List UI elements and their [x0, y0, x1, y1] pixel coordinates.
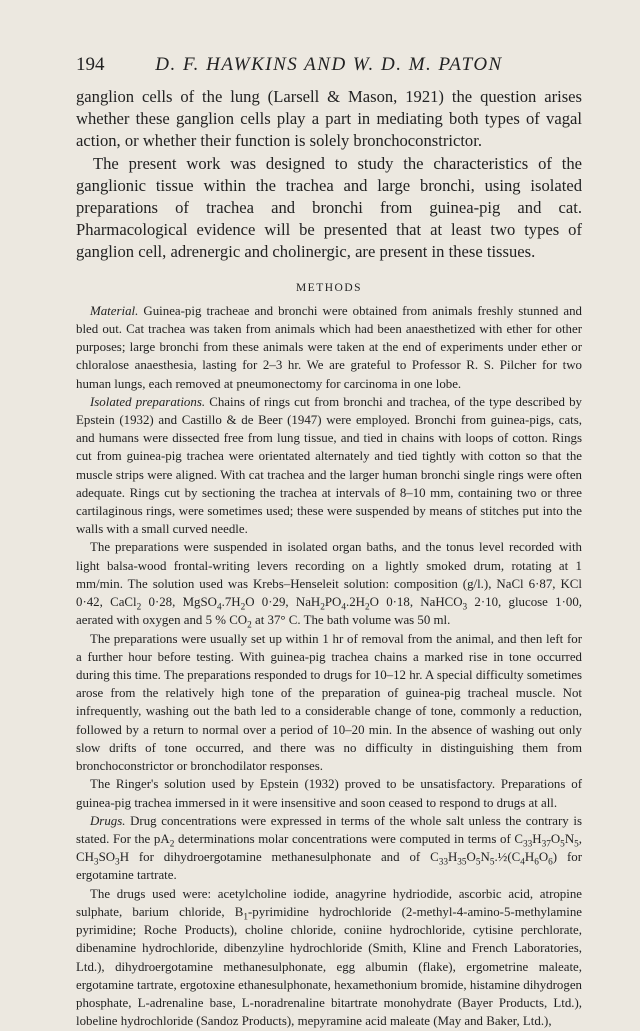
- drugs-text: H: [524, 850, 535, 865]
- subscript: 5: [560, 839, 565, 850]
- drugs-text: O: [550, 831, 561, 846]
- paragraph-isolated-preparations: [76, 393, 582, 539]
- isolated-text: Chains of rings cut from bronchi and trachea, of the type described by Epstein (1932) and Castillo & de Beer (1947) were employed. Bronchi from guinea-pigs, cats, and humans were dissected free from lung tissue, and tied in chains with loops of cotton. Rings cut from guinea-pig trachea were orientated alternately and tied tightly with cotton so that the muscle strips were aligned. With cat trachea and the larger human bronchi single rings were often adequate. Rings cut by sectioning the trachea at intervals of 8–10 mm, containing two or three cartilaginous rings, were sometimes used; these were suspended by means of stitches put into the walls with a small curved needle.: [76, 394, 582, 537]
- run-in-heading-material: Material.: [90, 303, 139, 318]
- drugs-used-text: The drugs used were: acetylcholine iodide, anagyrine hydriodide, ascorbic acid, atropine sulphate, barium chloride, B: [76, 886, 582, 919]
- drugs-text: N: [480, 850, 490, 865]
- drugs-text: N: [564, 831, 575, 846]
- material-text: Guinea-pig tracheae and bronchi were obtained from animals freshly stunned and bled out. Cat trachea was taken from animals which had been anaesthetized with ether for other purposes; large bronchi from these animals were taken at the end of experiments under ether or chloralose anaesthesia, lasting for 2–3 hr. We are grateful to Professor R. S. Pilcher for two human lungs, each removed at pneumonectomy for carcinoma in one lobe.: [76, 303, 582, 391]
- subscript: 2: [169, 839, 175, 850]
- subscript: 5: [489, 857, 495, 868]
- subscript: 4: [341, 602, 347, 613]
- bath-text: 0·28, MgSO: [141, 595, 217, 610]
- drugs-text: , CH: [76, 831, 582, 865]
- drugs-text: .½(C: [494, 850, 521, 865]
- paragraph-drugs: [76, 812, 582, 885]
- run-in-heading-drugs: Drugs.: [90, 813, 126, 828]
- subscript: 6: [534, 857, 539, 868]
- subscript: 4: [216, 602, 222, 613]
- section-heading-methods: METHODS: [295, 281, 363, 294]
- subscript: 33: [438, 857, 448, 868]
- subscript: 2: [247, 620, 252, 631]
- page-body: [76, 86, 582, 1030]
- subscript: 2: [240, 602, 246, 613]
- paragraph-drugs-used: [76, 885, 582, 1031]
- drugs-text: determinations molar concentrations were computed in terms of C: [174, 831, 524, 846]
- bath-text: PO: [324, 595, 342, 610]
- subscript: 3: [115, 857, 120, 868]
- paragraph-ringer: The Ringer's solution used by Epstein (1932) proved to be unsatisfactory. Preparations of guinea-pig trachea immersed in it were insensitive and soon ceased to respond to drugs at all.: [76, 777, 582, 810]
- drugs-text: H for dihydroergotamine methanesulphonate and of C: [119, 850, 439, 865]
- subscript: 33: [523, 839, 533, 850]
- methods-section: [76, 302, 582, 1031]
- bath-text: .2H: [346, 595, 365, 610]
- subscript: 2: [365, 602, 370, 613]
- subscript: 2: [320, 602, 325, 613]
- subscript: 5: [475, 857, 481, 868]
- drugs-text: ) for ergotamine tartrate.: [76, 850, 582, 883]
- bath-text: O 0·18, NaHCO: [369, 595, 463, 610]
- subscript: 1: [243, 912, 249, 923]
- paragraph-material: [76, 302, 582, 393]
- running-head: D. F. HAWKINS AND W. D. M. PATON: [155, 54, 503, 75]
- introduction: [76, 86, 582, 264]
- page-number: 194: [76, 54, 105, 75]
- subscript: 37: [541, 839, 551, 850]
- intro-paragraph-2: The present work was designed to study the characteristics of the ganglionic tissue within the trachea and large bronchi, using isolated preparations of trachea and bronchi from guinea-pig and cat. Pharmacological evidence will be presented that at least two types of ganglion cell, adrenergic and cholinergic, are present in these tissues.: [76, 153, 582, 262]
- subscript: 5: [574, 839, 579, 850]
- bath-text: O 0·29, NaH: [245, 595, 321, 610]
- drugs-text: O: [538, 850, 549, 865]
- subscript: 2: [136, 602, 142, 613]
- drugs-text: O: [466, 850, 476, 865]
- intro-paragraph-1: ganglion cells of the lung (Larsell & Mason, 1921) the question arises whether these ganglion cells play a part in mediating both types of vagal action, or whether their function is solely bronchoconstrictor.: [76, 87, 582, 151]
- run-in-heading-isolated: Isolated preparations.: [90, 394, 206, 409]
- subscript: 4: [520, 857, 525, 868]
- bath-text: 2·10, glucose 1·00, aerated with oxygen and 5 % CO: [76, 595, 583, 628]
- page-header: [76, 54, 582, 78]
- paragraph-bath: [76, 538, 582, 629]
- subscript: 3: [93, 857, 99, 868]
- drugs-text: SO: [98, 850, 116, 865]
- bath-text: The preparations were suspended in isolated organ baths, and the tonus level recorded with light balsa-wood frontal-writing levers recording on a lightly smoked drum, rotating at 1 mm/min. The solution used was Krebs–Henseleit solution: composition (g/l.), NaCl 6·87, KCl 0·42, CaCl: [76, 540, 582, 610]
- drugs-text: H: [447, 850, 458, 865]
- drugs-text: H: [532, 831, 542, 846]
- bath-text: at 37° C. The bath volume was 50 ml.: [251, 613, 451, 628]
- drugs-text: Drug concentrations were expressed in terms of the whole salt unless the contrary is stated. For the pA: [76, 813, 582, 846]
- subscript: 3: [462, 602, 468, 613]
- subscript: 35: [457, 857, 467, 868]
- drugs-used-text: -pyrimidine hydrochloride (2-methyl-4-amino-5-methylamine pyrimidine; Roche Products), choline chloride, coniine hydrochloride, cytisine perchlorate, dibenamine hydrochloride, dibenzyline hydrochloride (Smith, Kline and French Laboratories, Ltd.), dihydroergotamine methanesulphonate, egg albumin (flake), ergometrine maleate, ergotamine tartrate, ergotoxine ethanesulphonate, hexamethonium bromide, histamine dihydrogen phosphate, L-adrenaline base, L-noradrenaline bitartrate monohydrate (Bayer Products, Ltd.), lobeline hydrochloride (Sandoz Products), mepyramine acid maleate (May and Baker, Ltd.),: [76, 904, 583, 1029]
- bath-text: .7H: [221, 595, 241, 610]
- paragraph-setup: The preparations were usually set up within 1 hr of removal from the animal, and then left for a further hour before testing. With guinea-pig trachea chains a marked rise in tone occurred during this time. The preparations responded to drugs for 10–12 hr. A special difficulty sometimes arose from the relatively high tone of the preparation of guinea-pig tracheal muscle. Not infrequently, washing out the bath led to a considerable change of tone, commonly a reduction, followed by a return to normal over a period of 10–20 min. In the absence of washing out only slow drifts of tone occurred, and there was no difficulty in distinguishing them from bronchoconstrictor or bronchodilator responses.: [76, 631, 582, 774]
- subscript: 6: [548, 857, 553, 868]
